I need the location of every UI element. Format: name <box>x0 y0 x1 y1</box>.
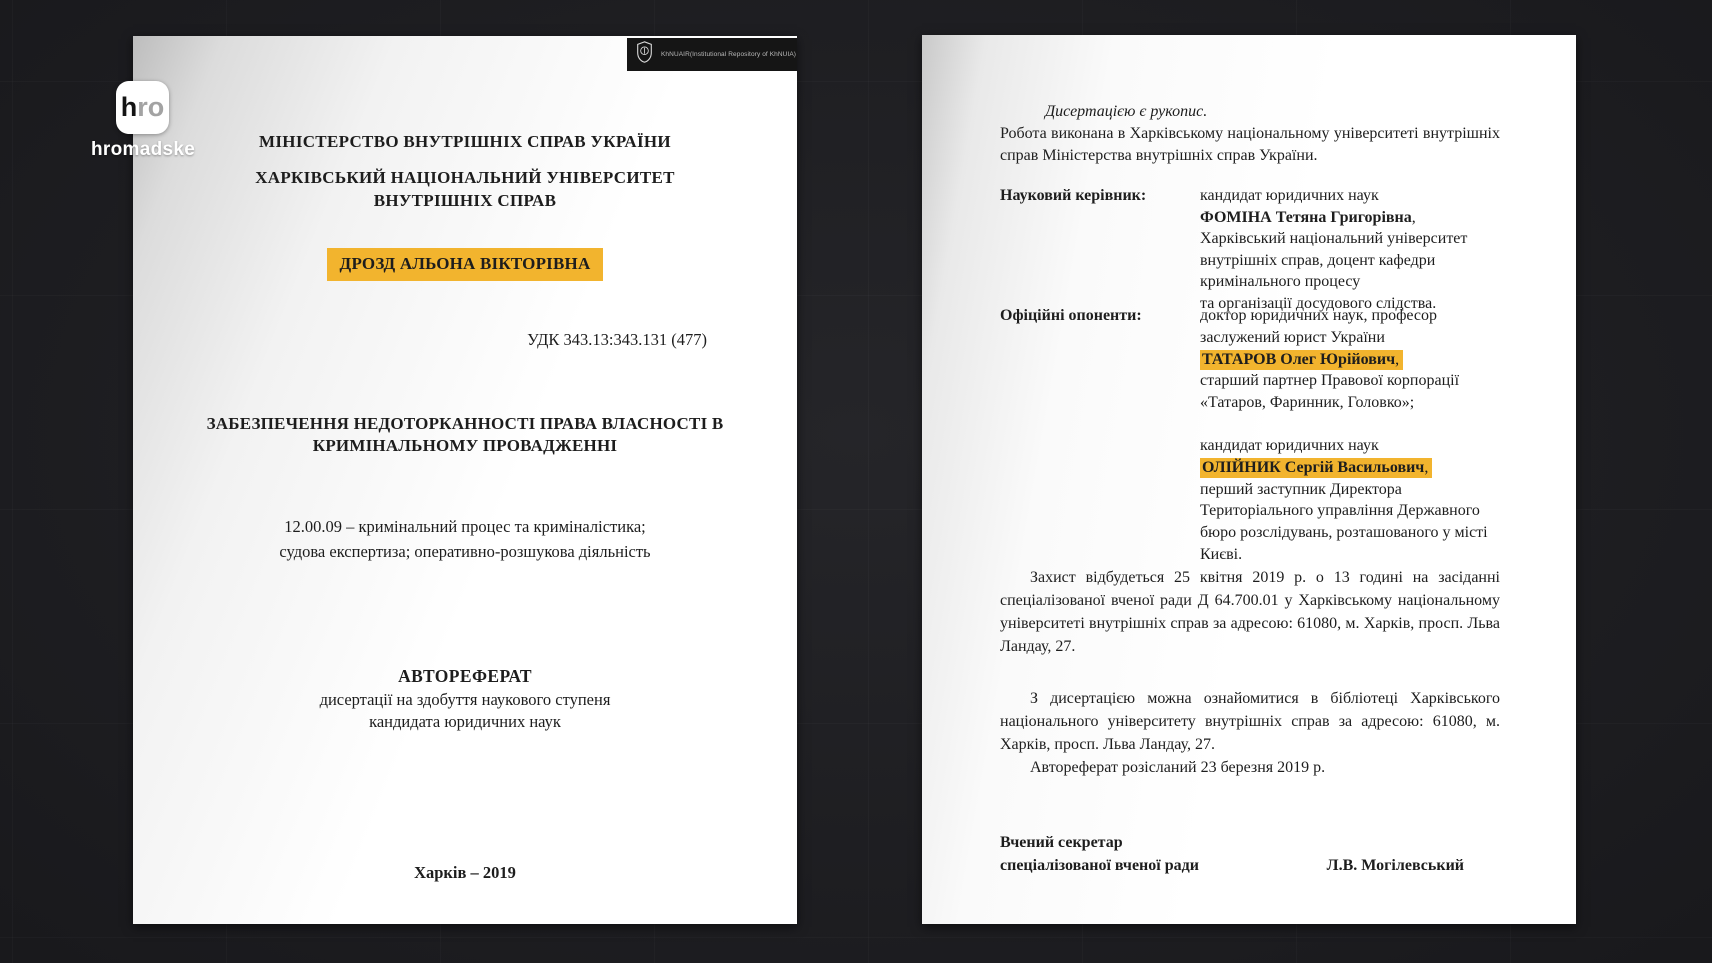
specialty-block <box>133 514 797 564</box>
supervisor-degree: кандидат юридичних наук <box>1200 187 1379 204</box>
opponent1-affiliation-line2: «Татаров, Фаринник, Головко»; <box>1200 394 1415 412</box>
abstract-heading: АВТОРЕФЕРАТ <box>398 666 532 686</box>
supervisor-details <box>1200 185 1500 314</box>
manuscript-note: Дисертацією є рукопис. <box>1045 103 1208 120</box>
opponent1-degree-line1: доктор юридичних наук, професор <box>1200 307 1438 324</box>
supervisor-name-line <box>1200 207 1500 229</box>
opponent2-affiliation-line1: перший заступник Директора <box>1200 480 1402 498</box>
defense-paragraph: Захист відбудеться 25 квітня 2019 р. о 13 годині на засіданні спеціалізованої вченої ради Д 64.700.01 у Харківському національному університеті внутрішніх справ за адресою: 61080, м. Харків, просп. Льва Ландау, 27. <box>1000 569 1500 655</box>
dissertation-title <box>133 413 797 457</box>
library-block <box>1000 687 1500 779</box>
university-heading-line2: ВНУТРІШНІХ СПРАВ <box>373 191 557 210</box>
repository-badge-label: KhNUAIR(Institutional Repository of KhNUIA) <box>661 51 797 58</box>
supervisor-affiliation-line1: Харківський національний університет <box>1200 230 1468 247</box>
library-paragraph: З дисертацією можна ознайомитися в бібліотеці Харківського національного університету внутрішніх справ за адресою: 61080, м. Харків, просп. Льва Ландау, 27. <box>1000 690 1500 753</box>
opponent1-name-comma: , <box>1395 350 1400 368</box>
opponent1-degree-line2: заслужений юрист України <box>1200 328 1385 346</box>
secretary-title-line2: спеціалізованої вченої ради <box>1000 856 1199 874</box>
opponent1-name-line <box>1200 349 1500 371</box>
hromadske-wordmark: hromadske <box>91 139 196 160</box>
repository-badge <box>627 38 797 71</box>
specialty-line1: 12.00.09 – кримінальний процес та криміналістика; <box>284 517 646 536</box>
work-done-paragraph: Робота виконана в Харківському національному університеті внутрішніх справ Міністерства внутрішніх справ України. <box>1000 125 1500 164</box>
opponent1-name: ТАТАРОВ Олег Юрійович <box>1202 350 1396 368</box>
ministry-heading: МІНІСТЕРСТВО ВНУТРІШНІХ СПРАВ УКРАЇНИ <box>259 132 671 151</box>
supervisor-affiliation-line4: та організації досудового слідства. <box>1200 294 1437 312</box>
secretary-name: Л.В. Могілевський <box>1326 856 1464 874</box>
opponent2-degree-line1: кандидат юридичних наук <box>1200 437 1379 454</box>
opponent2-name-line <box>1200 457 1500 479</box>
opponent2-affiliation-line3: бюро розслідувань, розташованого у місті <box>1200 524 1488 542</box>
author-name-row <box>133 248 797 281</box>
specialty-line2: судова експертиза; оперативно-розшукова діяльність <box>279 542 651 561</box>
opponent2-affiliation-line2: Територіального управління Державного <box>1200 502 1480 520</box>
supervisor-name: ФОМІНА Тетяна Григорівна <box>1200 208 1412 226</box>
opponent1-details <box>1200 305 1500 414</box>
supervisor-name-comma: , <box>1411 208 1416 226</box>
hromadske-logo-icon <box>116 81 169 134</box>
dissertation-info-page <box>922 35 1576 924</box>
opponent2-name-comma: , <box>1424 458 1429 476</box>
dissertation-title-line1: ЗАБЕЗПЕЧЕННЯ НЕДОТОРКАННОСТІ ПРАВА ВЛАСНОСТІ В <box>206 414 724 433</box>
udc-code: УДК 343.13:343.131 (477) <box>527 330 707 349</box>
secretary-title-line2-row <box>1000 855 1500 878</box>
supervisor-affiliation-line3: кримінального процесу <box>1200 273 1361 290</box>
city-year: Харків – 2019 <box>414 863 516 882</box>
opponent2-affiliation-line4: Києві. <box>1200 545 1243 563</box>
abstract-subtitle <box>133 689 797 733</box>
supervisor-affiliation-line2: внутрішніх справ, доцент кафедри <box>1200 251 1436 269</box>
abstract-subtitle-line2: кандидата юридичних наук <box>369 712 561 731</box>
secretary-signature-block <box>1000 832 1500 877</box>
opponent1-name-highlight <box>1200 350 1403 370</box>
supervisor-label: Науковий керівник: <box>1000 187 1147 204</box>
hromadske-logo-h: h <box>120 92 138 122</box>
opponents-label: Офіційні опоненти: <box>1000 307 1142 324</box>
hromadske-logo-ro: ro <box>137 92 165 122</box>
university-crest-icon <box>636 40 653 69</box>
abstract-subtitle-line1: дисертації на здобуття наукового ступеня <box>319 690 611 709</box>
opponent2-details <box>1200 435 1500 566</box>
opponent2-name-highlight <box>1200 458 1432 478</box>
abstract-sent-line: Автореферат розісланий 23 березня 2019 р. <box>1030 759 1326 776</box>
university-heading-line1: ХАРКІВСЬКИЙ НАЦІОНАЛЬНИЙ УНІВЕРСИТЕТ <box>255 168 675 187</box>
secretary-title-line1: Вчений секретар <box>1000 834 1123 851</box>
university-heading <box>133 166 797 212</box>
opponent2-name: ОЛІЙНИК Сергій Васильович <box>1202 458 1425 476</box>
opponent1-affiliation-line1: старший партнер Правової корпорації <box>1200 372 1460 390</box>
author-name-highlight: ДРОЗД АЛЬОНА ВІКТОРІВНА <box>327 248 604 281</box>
dissertation-title-line2: КРИМІНАЛЬНОМУ ПРОВАДЖЕННІ <box>312 436 618 455</box>
dissertation-cover-page <box>133 36 797 924</box>
